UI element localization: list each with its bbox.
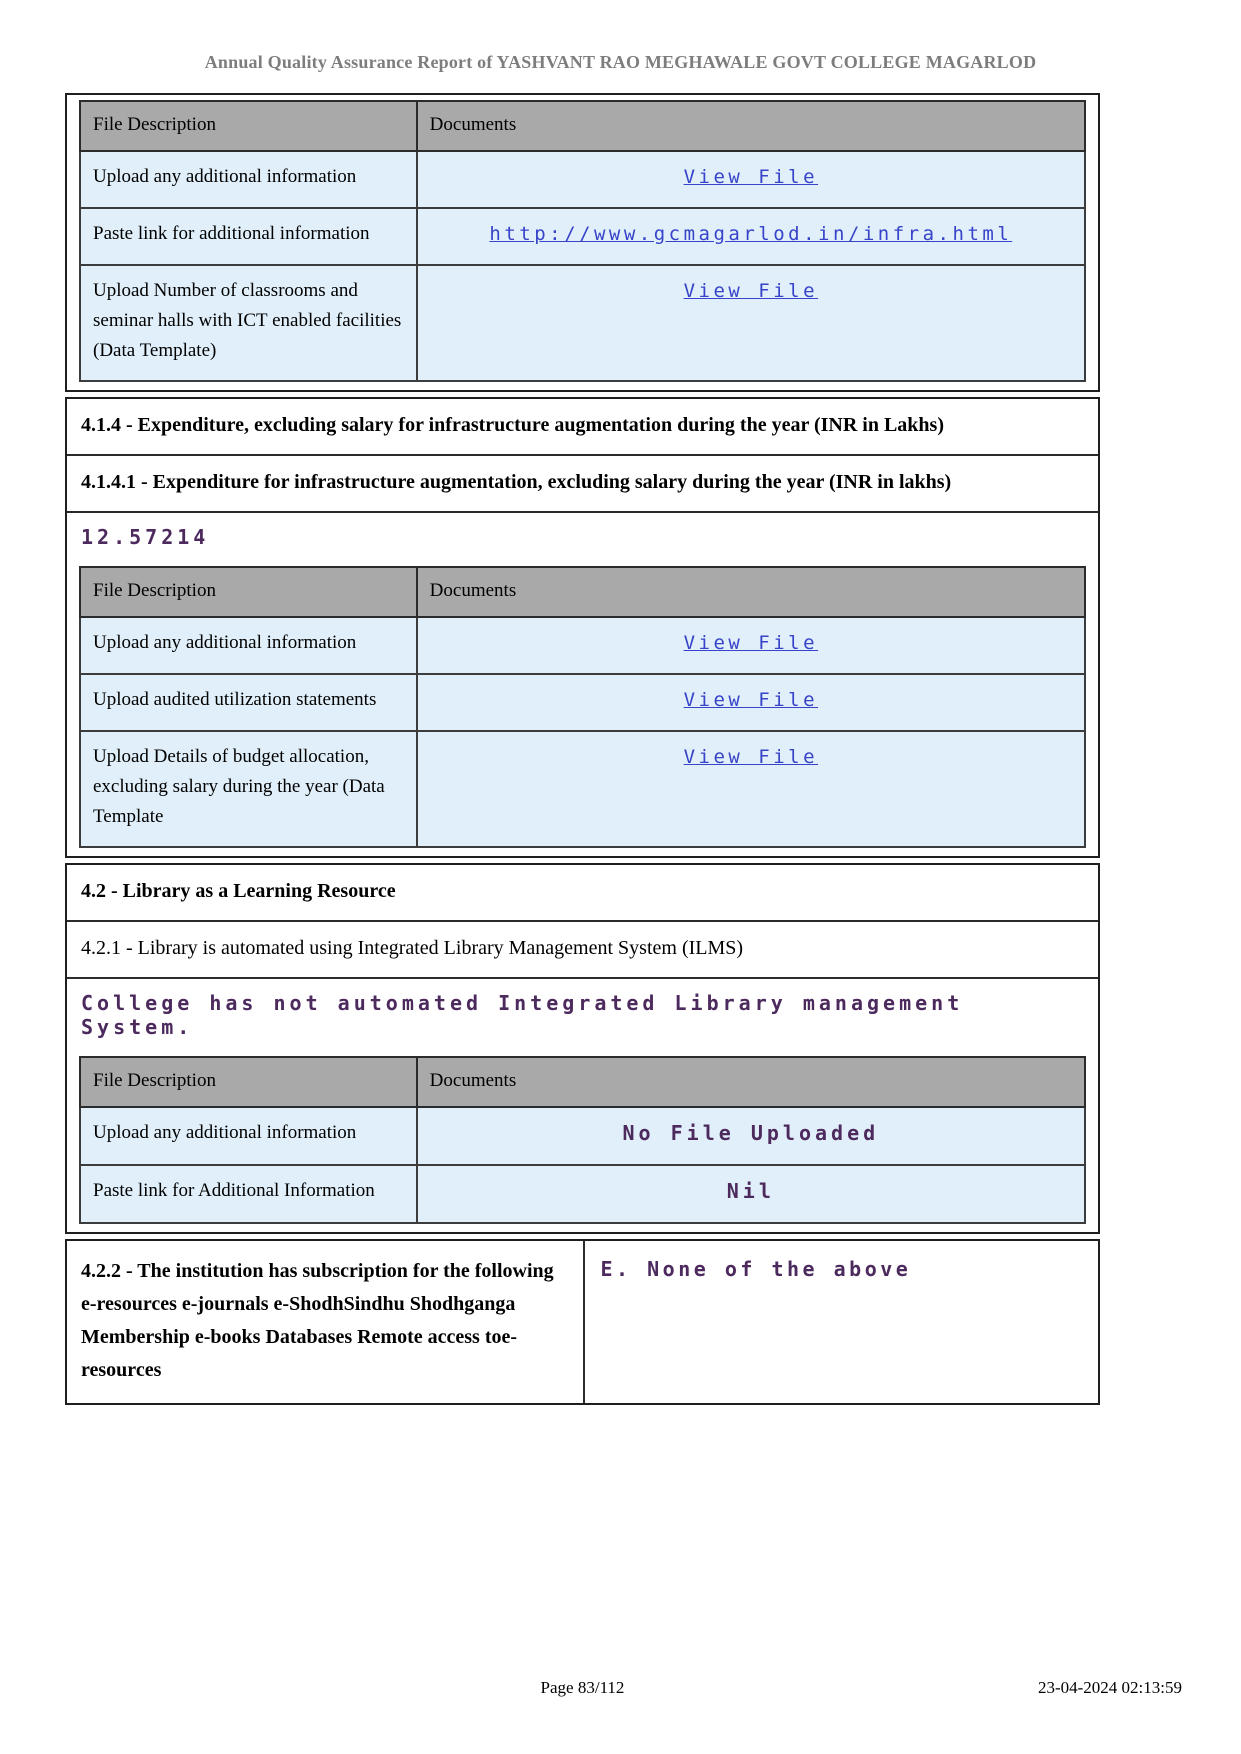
file-description-cell: Paste link for Additional Information [80, 1165, 417, 1223]
nil-text: Nil [726, 1179, 775, 1203]
no-file-uploaded-text: No File Uploaded [622, 1121, 880, 1145]
section-heading-4-1-4-1: 4.1.4.1 - Expenditure for infrastructure augmentation, excluding salary during the year (INR in lakhs) [67, 454, 1098, 511]
column-header-file-description: File Description [80, 567, 417, 617]
file-description-cell: Upload audited utilization statements [80, 674, 417, 731]
expenditure-value: 12.57214 [67, 511, 1098, 561]
column-header-file-description: File Description [80, 101, 417, 151]
external-url-link[interactable]: http://www.gcmagarlod.in/infra.html [489, 223, 1013, 245]
report-timestamp: 23-04-2024 02:13:59 [1037, 1678, 1182, 1697]
section-4-2-block [65, 863, 1100, 1234]
file-table-3 [79, 1056, 1086, 1224]
file-description-cell: Paste link for additional information [80, 208, 417, 265]
document-cell [417, 1107, 1085, 1165]
column-header-documents: Documents [417, 567, 1085, 617]
document-cell [417, 1165, 1085, 1223]
page-number: Page 83/112 [540, 1678, 625, 1697]
file-description-cell: Upload any additional information [80, 151, 417, 208]
column-header-documents: Documents [417, 1057, 1085, 1107]
file-description-cell: Upload any additional information [80, 617, 417, 674]
file-table-1 [79, 100, 1086, 382]
file-description-cell: Upload Number of classrooms and seminar halls with ICT enabled facilities (Data Template) [80, 265, 417, 381]
view-file-link[interactable]: View File [683, 280, 819, 302]
table-row [80, 617, 1085, 674]
table-row [80, 731, 1085, 847]
document-cell [417, 617, 1085, 674]
ilms-status-text: College has not automated Integrated Library management System. [67, 977, 1098, 1051]
section-heading-4-2-2: 4.2.2 - The institution has subscription for the following e-resources e-journals e-ShodhSindhu Shodhganga Membership e-books Databases Remote access toe-resources [81, 1260, 554, 1381]
document-cell [417, 208, 1085, 265]
table-row [80, 265, 1085, 381]
view-file-link[interactable]: View File [683, 689, 819, 711]
file-table-block-1 [65, 93, 1100, 392]
document-cell [417, 265, 1085, 381]
file-table-2 [79, 566, 1086, 848]
table-header-row [80, 1057, 1085, 1107]
table-row [80, 1107, 1085, 1165]
document-cell [417, 731, 1085, 847]
section-heading-4-2-1: 4.2.1 - Library is automated using Integrated Library Management System (ILMS) [67, 920, 1098, 977]
page-content [65, 93, 1100, 1405]
section-4-2-2-block [65, 1239, 1100, 1405]
table-row [80, 151, 1085, 208]
section-heading-4-2: 4.2 - Library as a Learning Resource [81, 880, 396, 902]
column-header-documents: Documents [417, 101, 1085, 151]
document-cell [417, 151, 1085, 208]
section-4-1-4-block [65, 397, 1100, 858]
column-header-file-description: File Description [80, 1057, 417, 1107]
view-file-link[interactable]: View File [683, 746, 819, 768]
file-description-cell: Upload any additional information [80, 1107, 417, 1165]
table-header-row [80, 567, 1085, 617]
table-row [80, 208, 1085, 265]
view-file-link[interactable]: View File [683, 166, 819, 188]
section-heading-4-1-4: 4.1.4 - Expenditure, excluding salary for infrastructure augmentation during the year (INR in Lakhs) [81, 414, 944, 436]
view-file-link[interactable]: View File [683, 632, 819, 654]
table-header-row [80, 101, 1085, 151]
report-title: Annual Quality Assurance Report of YASHVANT RAO MEGHAWALE GOVT COLLEGE MAGARLOD [204, 52, 1037, 72]
table-row [80, 1165, 1085, 1223]
document-cell [417, 674, 1085, 731]
table-row [80, 674, 1085, 731]
file-description-cell: Upload Details of budget allocation, excluding salary during the year (Data Template [80, 731, 417, 847]
e-resources-answer: E. None of the above [583, 1241, 1099, 1403]
page-footer [65, 1678, 1182, 1698]
